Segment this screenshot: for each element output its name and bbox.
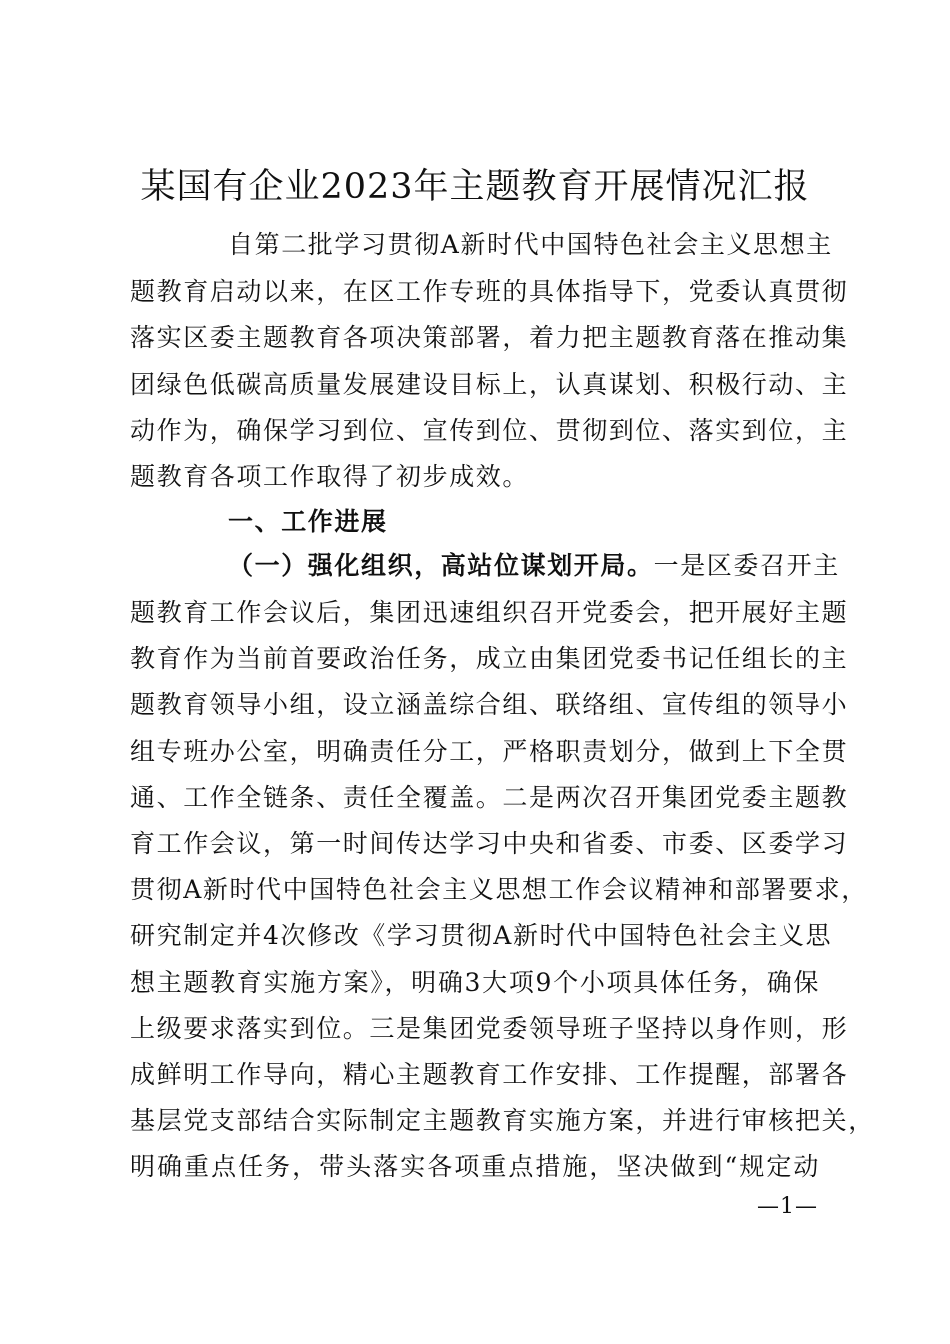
subsection-first-line-rest: 一是区委召开主 — [653, 551, 840, 580]
subsection-label: （一）强化组织，高站位谋划开局。 — [228, 551, 654, 580]
body-line-3: 题教育领导小组，设立涵盖综合组、联络组、宣传组的领导小 — [130, 690, 849, 719]
body-line-12: 基层党支部结合实际制定主题教育实施方案，并进行审核把关， — [130, 1106, 875, 1135]
body-line-6: 育工作会议，第一时间传达学习中央和省委、市委、区委学习 — [130, 829, 849, 858]
body-line-9: 想主题教育实施方案》，明确3大项9个小项具体任务，确保 — [130, 968, 820, 997]
page-number: —1— — [757, 1194, 818, 1219]
body-line-10: 上级要求落实到位。三是集团党委领导班子坚持以身作则，形 — [130, 1014, 849, 1043]
intro-line-5: 动作为，确保学习到位、宣传到位、贯彻到位、落实到位，主 — [130, 416, 849, 445]
body-line-5: 通、工作全链条、责任全覆盖。二是两次召开集团党委主题教 — [130, 783, 849, 812]
body-line-8: 研究制定并4次修改《学习贯彻A新时代中国特色社会主义思 — [130, 921, 833, 950]
body-line-11: 成鲜明工作导向，精心主题教育工作安排、工作提醒，部署各 — [130, 1060, 849, 1089]
intro-line-6: 题教育各项工作取得了初步成效。 — [130, 462, 530, 491]
intro-line-2: 题教育启动以来，在区工作专班的具体指导下，党委认真贯彻 — [130, 277, 849, 306]
body-line-1: 题教育工作会议后，集团迅速组织召开党委会，把开展好主题 — [130, 598, 849, 627]
body-line-4: 组专班办公室，明确责任分工，严格职责划分，做到上下全贯 — [130, 737, 849, 766]
body-line-7: 贯彻A新时代中国特色社会主义思想工作会议精神和部署要求， — [130, 875, 868, 904]
body-line-13: 明确重点任务，带头落实各项重点措施，坚决做到“规定动 — [130, 1152, 820, 1181]
document-title: 某国有企业2023年主题教育开展情况汇报 — [140, 167, 810, 207]
intro-line-1: 自第二批学习贯彻A新时代中国特色社会主义思想主 — [228, 230, 833, 259]
section-heading: 一、工作进展 — [228, 507, 388, 536]
subsection-first-line — [228, 551, 840, 581]
intro-line-3: 落实区委主题教育各项决策部署，着力把主题教育落在推动集 — [130, 323, 849, 352]
body-line-2: 教育作为当前首要政治任务，成立由集团党委书记任组长的主 — [130, 644, 849, 673]
intro-line-4: 团绿色低碳高质量发展建设目标上，认真谋划、积极行动、主 — [130, 370, 849, 399]
